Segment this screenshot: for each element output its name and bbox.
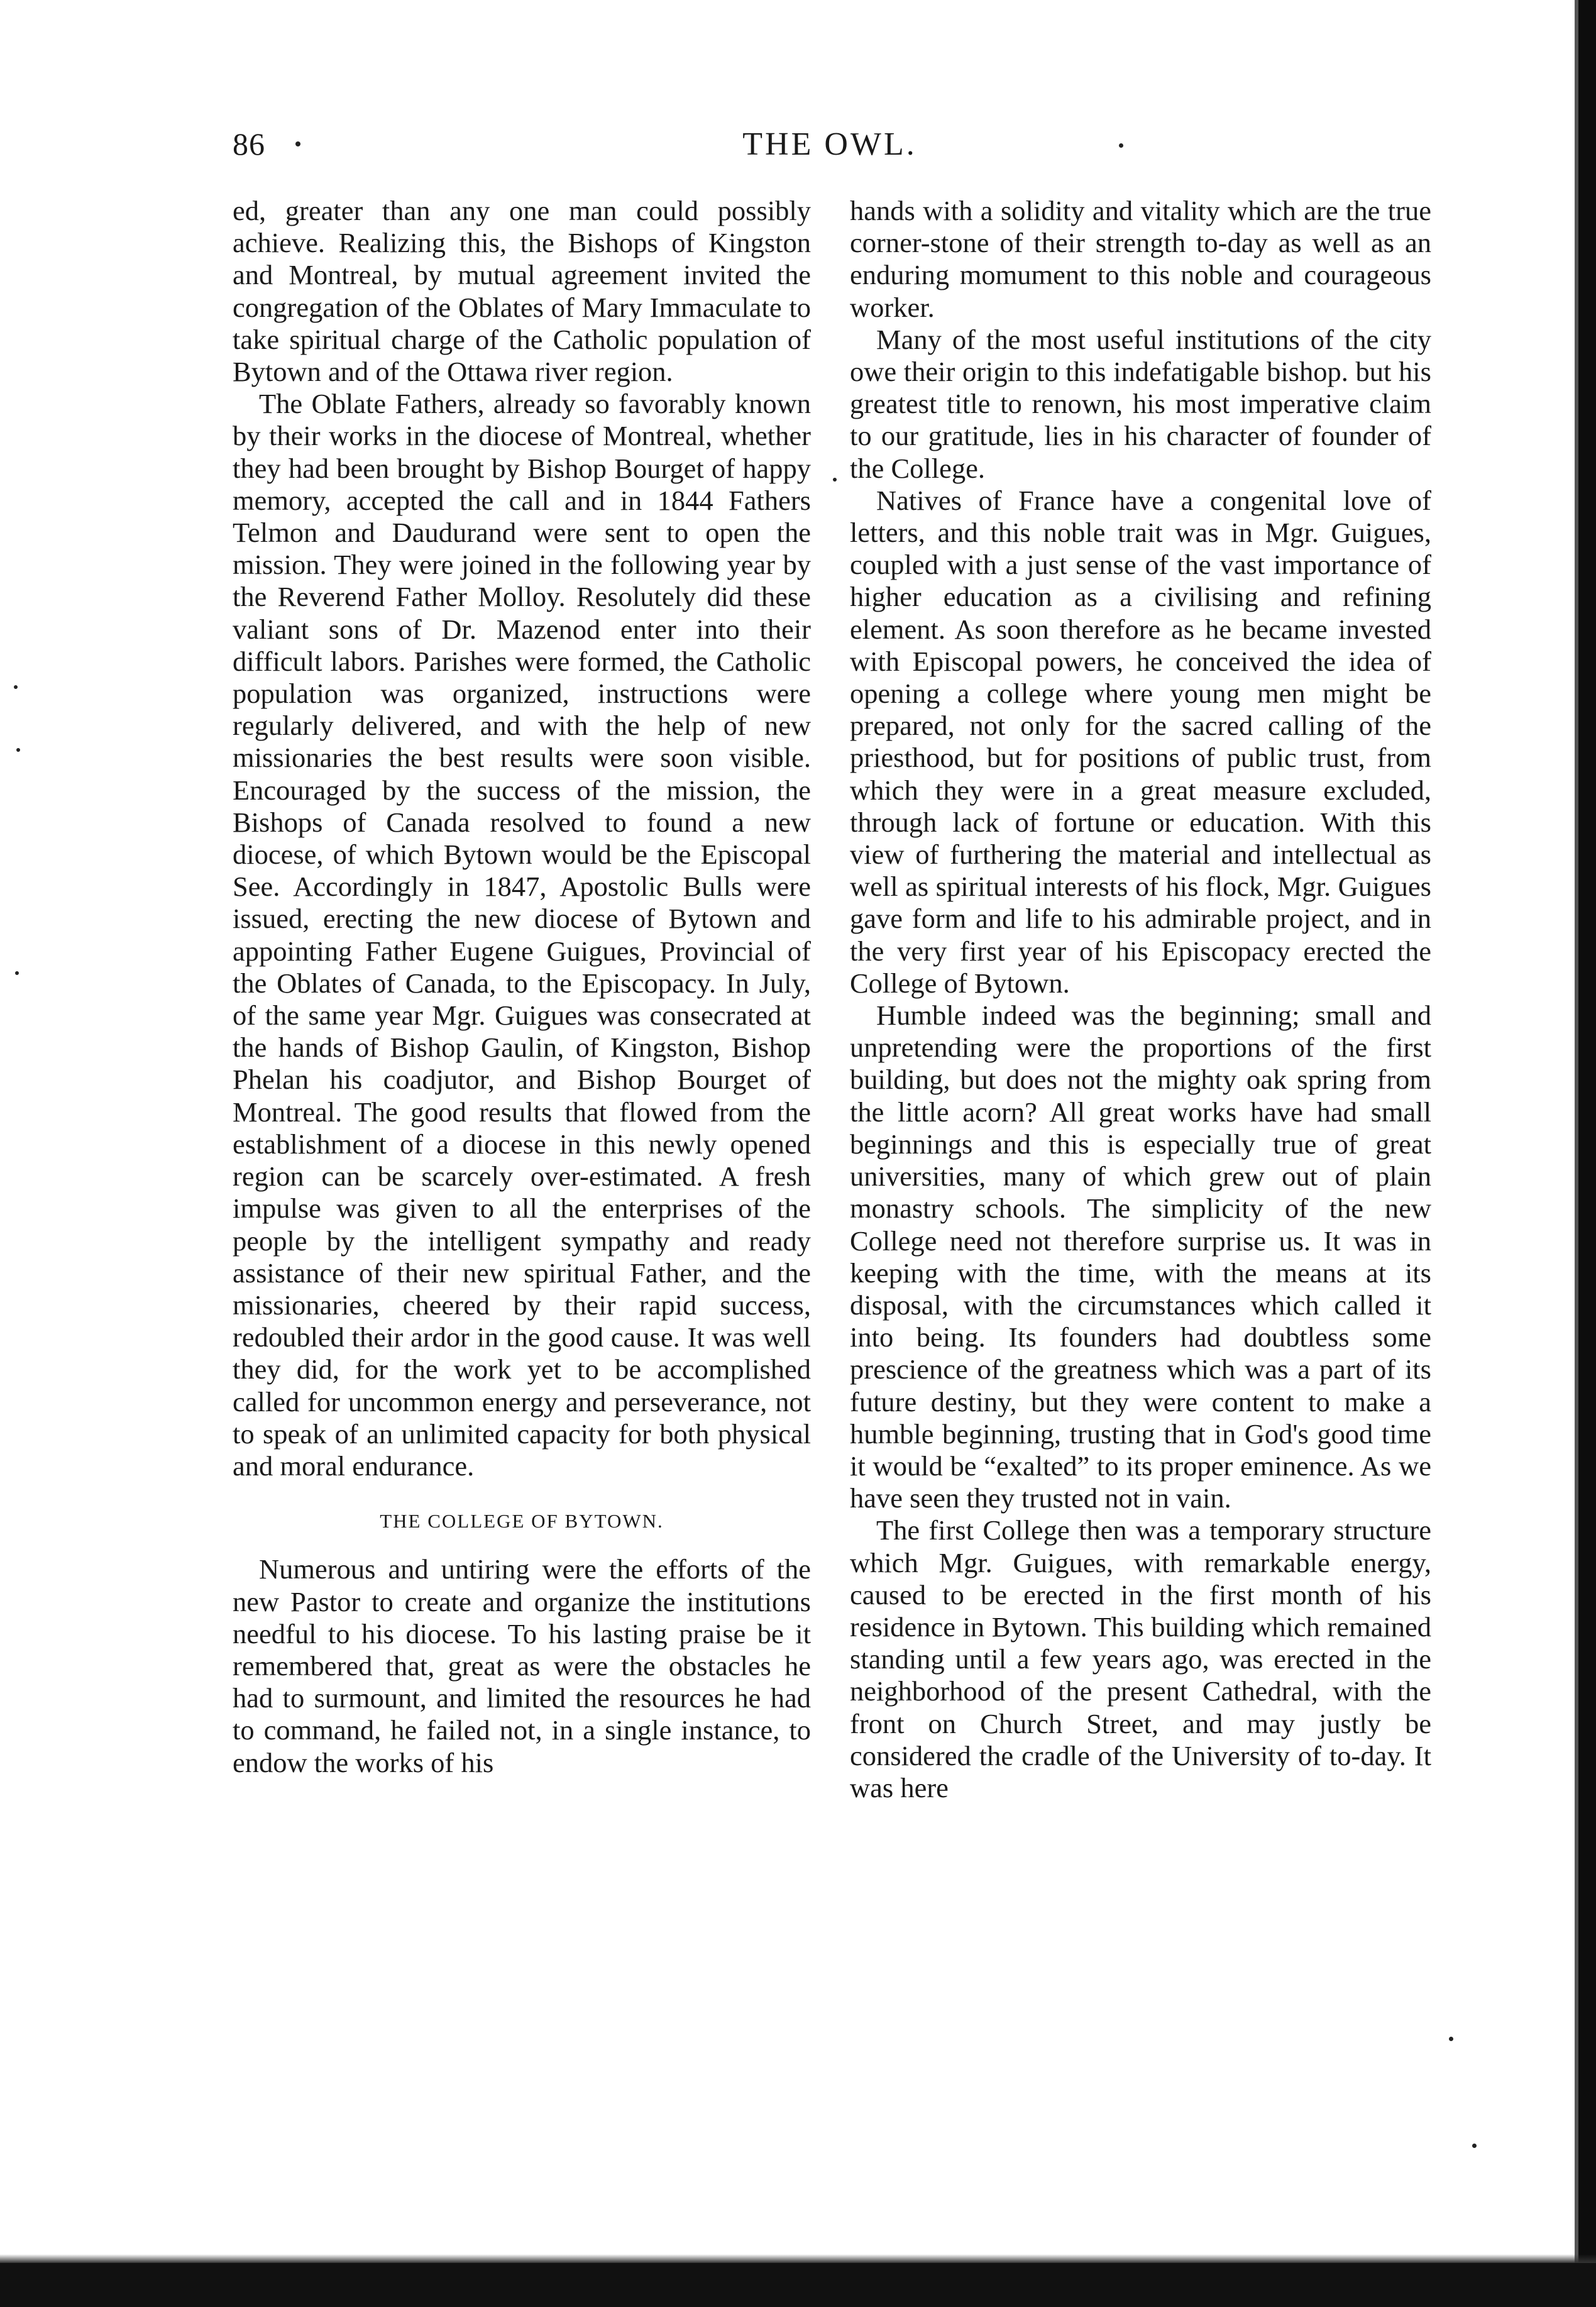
scan-speck bbox=[15, 971, 19, 975]
journal-title: THE OWL. bbox=[742, 126, 917, 162]
page-number: 86 bbox=[233, 126, 265, 162]
scan-bottom-edge bbox=[0, 2263, 1596, 2307]
paragraph: hands with a solidity and vitality which are the true corner-stone of their strength to-day as well as an enduring momument to this noble and courageous worker. bbox=[850, 195, 1431, 323]
left-column bbox=[233, 195, 811, 1779]
scan-edge-gradient bbox=[0, 2254, 1596, 2263]
paragraph: Natives of France have a congenital love of letters, and this noble trait was in Mgr. Guigues, coupled with a just sense of the vast importance of higher education as a civilising and refining element. As soon therefore as he became invested with Episcopal powers, he conceived the idea of opening a college where young men might be prepared, not only for the sacred calling of the priesthood, but for positions of public trust, from which they were in a great measure excluded, through lack of fortune or education. With this view of furthering the material and intellectual as well as spiritual interests of his flock, Mgr. Guigues gave form and life to his admirable project, and in the very first year of his Episcopacy erected the College of Bytown. bbox=[850, 484, 1431, 999]
paragraph: ed, greater than any one man could possibly achieve. Realizing this, the Bishops of Kingston and Montreal, by mutual agreement invited the congregation of the Oblates of Mary Immaculate to take spiritual charge of the Catholic population of Bytown and of the Ottawa river region. bbox=[233, 195, 811, 388]
section-heading: THE COLLEGE OF BYTOWN. bbox=[380, 1510, 664, 1533]
scan-speck bbox=[1119, 143, 1123, 148]
scan-speck bbox=[295, 141, 300, 146]
binding-edge bbox=[1578, 0, 1596, 2307]
paragraph: Many of the most useful institutions of the city owe their origin to this indefatigable bishop. but his greatest title to renown, his most imperative claim to our gratitude, lies in his character of founder of the College. bbox=[850, 323, 1431, 484]
paragraph: Humble indeed was the beginning; small and unpretending were the proportions of the first building, but does not the mighty oak spring from the little acorn? All great works have had small beginnings and this is especially true of great universities, many of which grew out of plain monastry schools. The simplicity of the new College need not therefore surprise us. It was in keeping with the time, with the means at its disposal, with the circumstances which called it into being. Its founders had doubtless some prescience of the greatness which was a part of its future destiny, but they were content to make a humble beginning, trusting that in God's good time it would be “exalted” to its proper eminence. As we have seen they trusted not in vain. bbox=[850, 999, 1431, 1514]
scan-speck bbox=[16, 748, 20, 752]
running-head bbox=[233, 126, 1427, 176]
scan-speck bbox=[14, 685, 18, 689]
scan-speck bbox=[833, 478, 837, 482]
paragraph: The Oblate Fathers, already so favorably known by their works in the diocese of Montreal, whether they had been brought by Bishop Bourget of happy memory, accepted the call and in 1844 Fathers Telmon and Daudurand were sent to open the mission. They were joined in the following year by the Reverend Father Molloy. Resolutely did these valiant sons of Dr. Mazenod enter into their difficult labors. Parishes were formed, the Catholic population was organized, instructions were regularly delivered, and with the help of new missionaries the best results were soon visible. Encouraged by the success of the mission, the Bishops of Canada resolved to found a new diocese, of which Bytown would be the Episcopal See. Accordingly in 1847, Apostolic Bulls were issued, erecting the new diocese of Bytown and appointing Father Eugene Guigues, Provincial of the Oblates of Canada, to the Episcopacy. In July, of the same year Mgr. Guigues was consecrated at the hands of Bishop Gaulin, of Kingston, Bishop Phelan his coadjutor, and Bishop Bourget of Montreal. The good results that flowed from the establishment of a diocese in this newly opened region can be scarcely over-estimated. A fresh impulse was given to all the enterprises of the people by the intelligent sympathy and ready assistance of their new spiritual Father, and the missionaries, cheered by their rapid success, redoubled their ardor in the good cause. It was well they did, for the work yet to be accomplished called for uncommon energy and perseverance, not to speak of an unlimited capacity for both physical and moral endurance. bbox=[233, 388, 811, 1482]
scan-speck bbox=[1449, 2037, 1453, 2041]
scan-speck bbox=[1472, 2144, 1477, 2148]
paragraph: Numerous and untiring were the efforts of the new Pastor to create and organize the institutions needful to his diocese. To his lasting praise be it remembered that, great as were the obstacles he had to surmount, and limited the resources he had to command, he failed not, in a single instance, to endow the works of his bbox=[233, 1553, 811, 1778]
paragraph: The first College then was a temporary structure which Mgr. Guigues, with remarkable energy, caused to be erected in the first month of his residence in Bytown. This building which remained standing until a few years ago, was erected in the neighborhood of the present Cathedral, with the front on Church Street, and may justly be considered the cradle of the University of to-day. It was here bbox=[850, 1514, 1431, 1803]
right-column bbox=[850, 195, 1431, 1804]
